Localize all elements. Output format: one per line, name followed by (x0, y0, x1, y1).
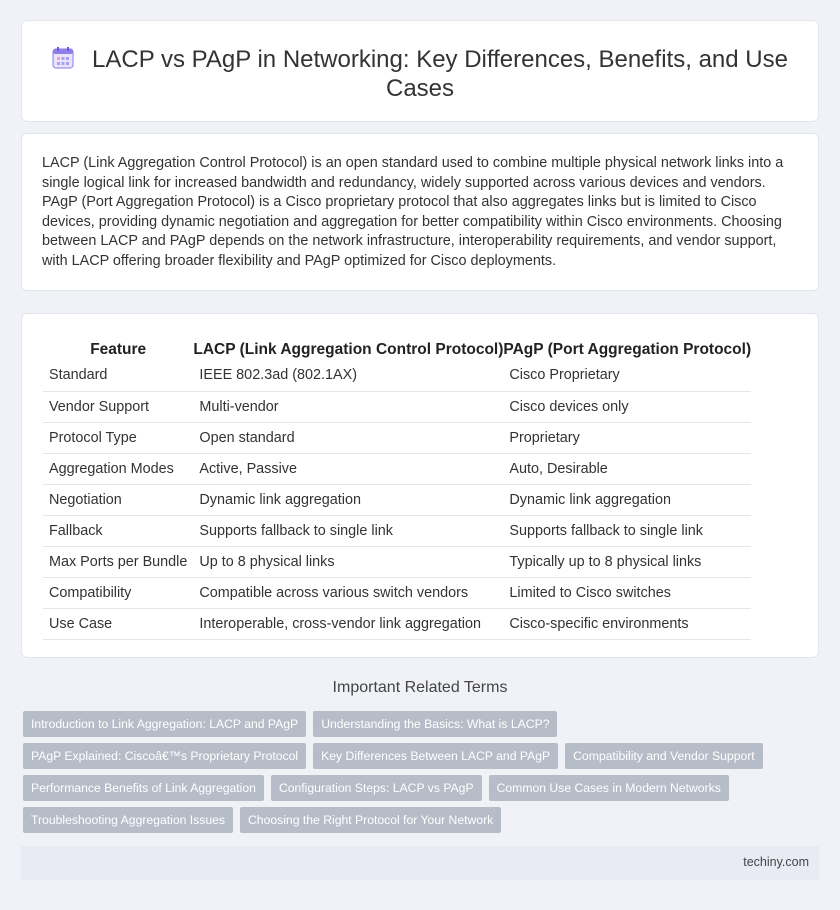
cell-lacp: Interoperable, cross-vendor link aggregation (193, 608, 503, 639)
related-terms-heading: Important Related Terms (332, 679, 508, 696)
description-card (21, 133, 819, 291)
related-term-link[interactable]: Introduction to Link Aggregation: LACP and PAgP (23, 711, 306, 737)
related-term-link[interactable]: Key Differences Between LACP and PAgP (313, 743, 558, 769)
footer-site-link[interactable]: techiny.com (743, 855, 809, 869)
table-row (43, 360, 751, 391)
cell-feature: Standard (43, 360, 193, 391)
cell-pagp: Supports fallback to single link (503, 515, 751, 546)
cell-lacp: Active, Passive (193, 453, 503, 484)
related-term-link[interactable]: Configuration Steps: LACP vs PAgP (271, 775, 482, 801)
title-card (21, 20, 819, 122)
related-term-link[interactable]: Performance Benefits of Link Aggregation (23, 775, 264, 801)
comparison-table (43, 334, 751, 640)
cell-feature: Max Ports per Bundle (43, 546, 193, 577)
header-pagp: PAgP (Port Aggregation Protocol) (503, 341, 752, 358)
cell-lacp: Compatible across various switch vendors (193, 577, 503, 608)
page-title-text: LACP vs PAgP in Networking: Key Differences, Benefits, and Use Cases (92, 46, 788, 102)
tag-row (23, 775, 823, 807)
cell-feature: Vendor Support (43, 391, 193, 422)
cell-pagp: Cisco Proprietary (503, 360, 751, 391)
page-title (22, 45, 818, 103)
table-row (43, 577, 751, 608)
related-terms-list (23, 711, 823, 839)
cell-pagp: Cisco devices only (503, 391, 751, 422)
table-row (43, 515, 751, 546)
cell-feature: Protocol Type (43, 422, 193, 453)
table-row (43, 546, 751, 577)
cell-lacp: Supports fallback to single link (193, 515, 503, 546)
cell-lacp: Open standard (193, 422, 503, 453)
table-row (43, 608, 751, 639)
header-lacp: LACP (Link Aggregation Control Protocol) (193, 341, 504, 358)
calendar-icon (52, 47, 74, 69)
cell-lacp: Multi-vendor (193, 391, 503, 422)
table-row (43, 422, 751, 453)
cell-lacp: IEEE 802.3ad (802.1AX) (193, 360, 503, 391)
related-term-link[interactable]: Common Use Cases in Modern Networks (489, 775, 729, 801)
description-text: LACP (Link Aggregation Control Protocol) is an open standard used to combine multiple physical network links into a single logical link for increased bandwidth and redundancy, widely supported across various devices and vendors. PAgP (Port Aggregation Protocol) is a Cisco proprietary protocol that also aggregates links but is limited to Cisco devices, providing dynamic negotiation and aggregation for better compatibility within Cisco environments. Choosing between LACP and PAgP depends on the network infrastructure, interoperability requirements, and vendor support, with LACP offering broader flexibility and PAgP optimized for Cisco deployments. (42, 155, 784, 269)
tag-row (23, 807, 823, 839)
header-feature: Feature (90, 341, 147, 358)
cell-pagp: Cisco-specific environments (503, 608, 751, 639)
table-header-row (43, 334, 751, 360)
table-row (43, 453, 751, 484)
cell-lacp: Dynamic link aggregation (193, 484, 503, 515)
cell-lacp: Up to 8 physical links (193, 546, 503, 577)
related-term-link[interactable]: Choosing the Right Protocol for Your Network (240, 807, 501, 833)
cell-feature: Negotiation (43, 484, 193, 515)
cell-pagp: Typically up to 8 physical links (503, 546, 751, 577)
cell-pagp: Proprietary (503, 422, 751, 453)
cell-pagp: Dynamic link aggregation (503, 484, 751, 515)
comparison-card (21, 313, 819, 658)
cell-feature: Use Case (43, 608, 193, 639)
related-term-link[interactable]: Troubleshooting Aggregation Issues (23, 807, 233, 833)
cell-pagp: Limited to Cisco switches (503, 577, 751, 608)
cell-feature: Compatibility (43, 577, 193, 608)
cell-feature: Fallback (43, 515, 193, 546)
table-row (43, 391, 751, 422)
footer (21, 846, 819, 880)
related-term-link[interactable]: Compatibility and Vendor Support (565, 743, 763, 769)
table-row (43, 484, 751, 515)
related-term-link[interactable]: Understanding the Basics: What is LACP? (313, 711, 557, 737)
related-term-link[interactable]: PAgP Explained: Ciscoâ€™s Proprietary Protocol (23, 743, 306, 769)
tag-row (23, 711, 823, 743)
cell-feature: Aggregation Modes (43, 453, 193, 484)
cell-pagp: Auto, Desirable (503, 453, 751, 484)
tag-row (23, 743, 823, 775)
